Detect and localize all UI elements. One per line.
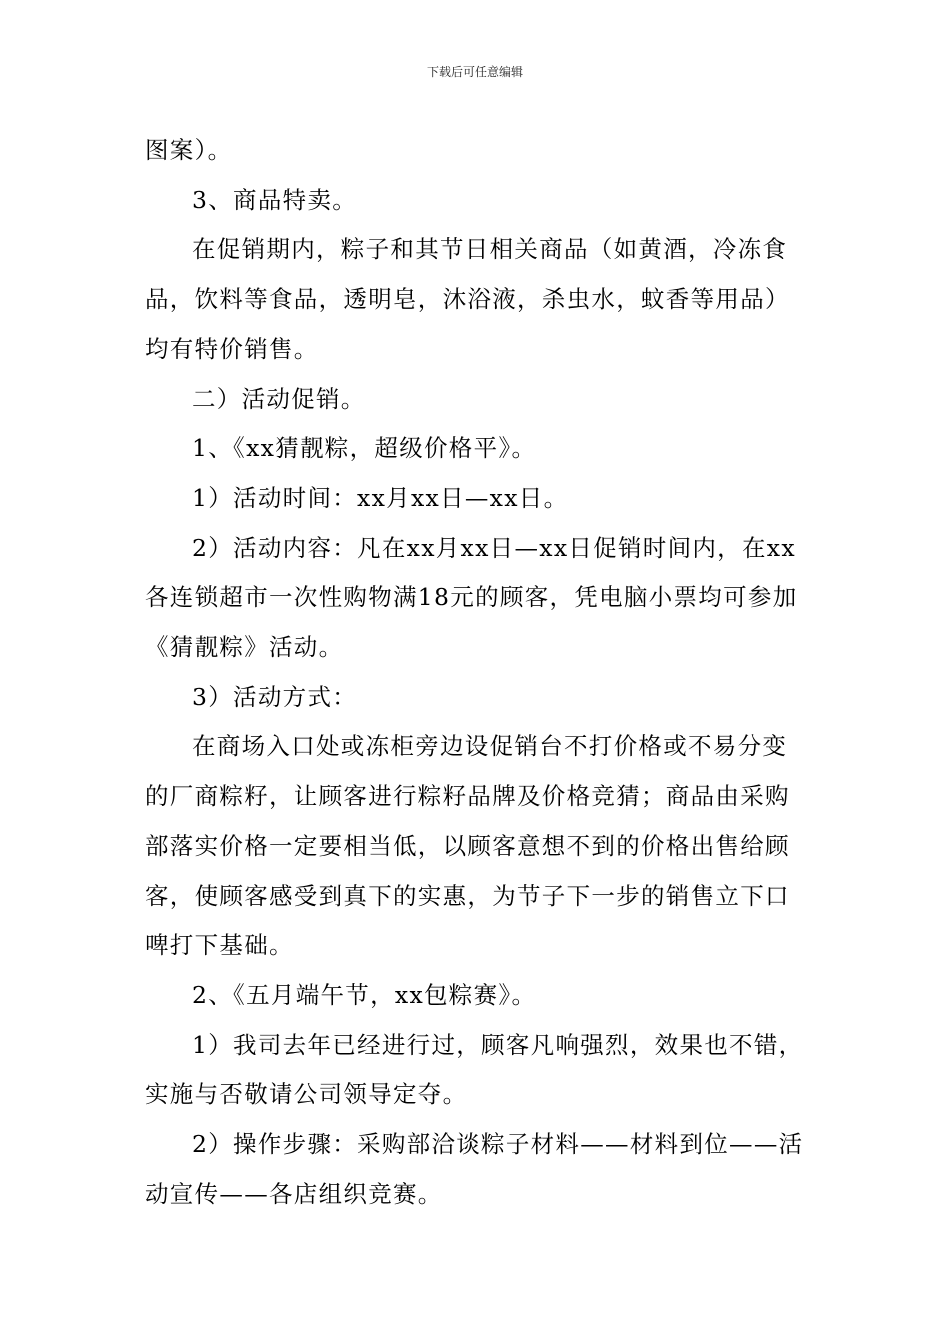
paragraph: 1）我司去年已经进行过，顾客凡响强烈，效果也不错，实施与否敬请公司领导定夺。 xyxy=(145,1030,804,1109)
paragraph: 2）活动内容：凡在xx月xx日—xx日促销时间内，在xx各连锁超市一次性购物满18元的顾客，凭电脑小票均可参加《猜靓粽》活动。 xyxy=(145,533,798,662)
document-body xyxy=(145,126,810,1219)
paragraph: 1）活动时间：xx月xx日—xx日。 xyxy=(192,483,569,512)
section-heading: 1、《xx猜靓粽，超级价格平》。 xyxy=(192,434,537,463)
paragraph: 在商场入口处或冻柜旁边设促销台不打价格或不易分变的厂商粽籽，让顾客进行粽籽品牌及价格竞猜；商品由采购部落实价格一定要相当低，以顾客意想不到的价格出售给顾客，使顾客感受到真下的实惠，为节子下一步的销售立下口啤打下基础。 xyxy=(145,732,790,960)
section-heading: 3、商品特卖。 xyxy=(192,185,358,214)
paragraph: 图案）。 xyxy=(145,136,233,164)
paragraph: 3）活动方式： xyxy=(192,682,358,711)
paragraph: 在促销期内，粽子和其节日相关商品（如黄酒，冷冻食品，饮料等食品，透明皂，沐浴液，杀虫水，蚊香等用品）均有特价销售。 xyxy=(145,235,790,363)
section-heading: 2、《五月端午节，xx包粽赛》。 xyxy=(192,980,537,1009)
paragraph: 2）操作步骤：采购部洽谈粽子材料——材料到位——活动宣传——各店组织竞赛。 xyxy=(145,1130,804,1208)
section-heading: 二）活动促销。 xyxy=(192,384,366,413)
page-header: 下载后可任意编辑 xyxy=(426,65,523,79)
